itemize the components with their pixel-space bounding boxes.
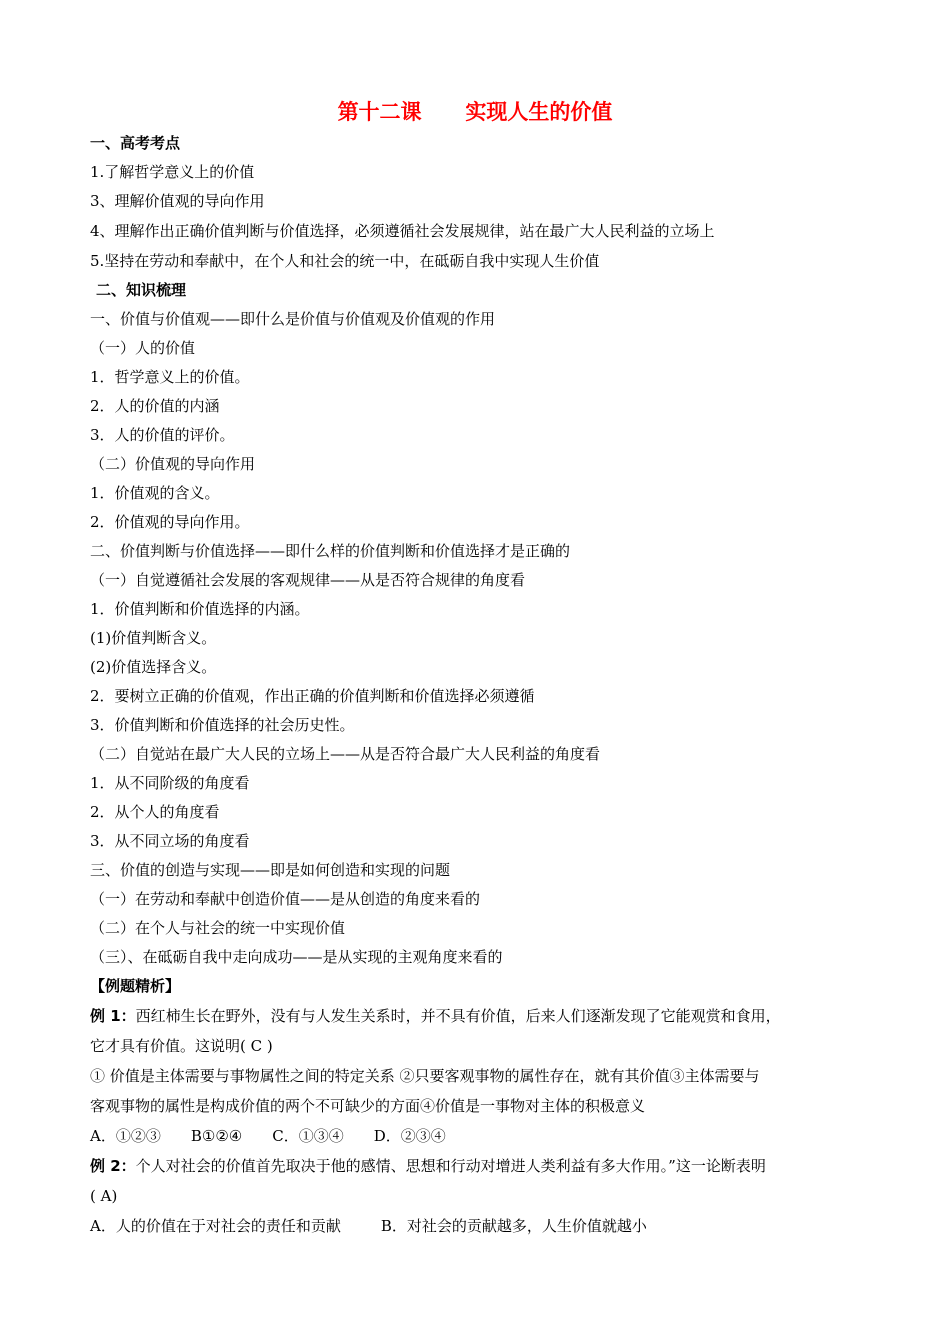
outline-line: (1)价值判断含义。 [90, 629, 217, 647]
option-a: A．①②③ [90, 1127, 161, 1145]
exam-point-item: 1.了解哲学意义上的价值 [90, 163, 255, 181]
example-1-question [90, 1006, 870, 1026]
section-heading-examples: 【例题精析】 [90, 977, 181, 995]
example-1-statements: ① 价值是主体需要与事物属性之间的特定关系 ②只要客观事物的属性存在，就有其价值③主体需要与 [90, 1067, 760, 1085]
exam-point-item: 3、理解价值观的导向作用 [90, 192, 265, 210]
example-1-text-cont: 它才具有价值。这说明( C ) [90, 1037, 273, 1055]
exam-point-item: 4、理解作出正确价值判断与价值选择，必须遵循社会发展规律，站在最广大人民利益的立场上 [90, 222, 715, 240]
outline-line: 3．从不同立场的角度看 [90, 832, 250, 850]
outline-line: (2)价值选择含义。 [90, 658, 217, 676]
exam-point-item: 5.坚持在劳动和奉献中，在个人和社会的统一中，在砥砺自我中实现人生价值 [90, 252, 600, 270]
outline-line: 1．价值观的含义。 [90, 484, 220, 502]
example-2-question [90, 1156, 870, 1176]
example-1-text: 西红柿生长在野外，没有与人发生关系时，并不具有价值，后来人们逐渐发现了它能观赏和食用， [135, 1007, 781, 1025]
outline-line: 二、价值判断与价值选择——即什么样的价值判断和价值选择才是正确的 [90, 542, 571, 560]
outline-line: 3．人的价值的评价。 [90, 426, 235, 444]
outline-line: （二）在个人与社会的统一中实现价值 [90, 919, 346, 937]
option-b: B①②④ [190, 1127, 243, 1145]
example-2-answer: ( A) [90, 1187, 118, 1205]
outline-line: 2．从个人的角度看 [90, 803, 220, 821]
example-2-text: 个人对社会的价值首先取决于他的感情、思想和行动对增进人类利益有多大作用。”这一论断表明 [135, 1157, 766, 1175]
outline-line: 2．人的价值的内涵 [90, 397, 220, 415]
outline-line: 1．哲学意义上的价值。 [90, 368, 250, 386]
outline-line: 1．价值判断和价值选择的内涵。 [90, 600, 310, 618]
example-1-options [90, 1126, 870, 1146]
outline-line: 三、价值的创造与实现——即是如何创造和实现的问题 [90, 861, 451, 879]
outline-line: （二）价值观的导向作用 [90, 455, 256, 473]
outline-line: （一）人的价值 [90, 339, 196, 357]
example-1-label: 例 1： [90, 1007, 136, 1025]
option-b: B．对社会的贡献越多，人生价值就越小 [380, 1217, 647, 1235]
example-2-options [90, 1216, 870, 1236]
section-heading-exam-points: 一、高考考点 [90, 134, 181, 152]
section-heading-knowledge: 二、知识梳理 [96, 281, 187, 299]
option-d: D．②③④ [373, 1127, 446, 1145]
outline-line: （三）、在砥砺自我中走向成功——是从实现的主观角度来看的 [90, 948, 503, 966]
outline-line: 一、价值与价值观——即什么是价值与价值观及价值观的作用 [90, 310, 496, 328]
example-1-statements-cont: 客观事物的属性是构成价值的两个不可缺少的方面④价值是一事物对主体的积极意义 [90, 1097, 646, 1115]
page-title: 第十二课 实现人生的价值 [337, 100, 613, 124]
outline-line: 1．从不同阶级的角度看 [90, 774, 250, 792]
outline-line: 3．价值判断和价值选择的社会历史性。 [90, 716, 355, 734]
outline-line: （二）自觉站在最广大人民的立场上——从是否符合最广大人民利益的角度看 [90, 745, 601, 763]
outline-line: 2．要树立正确的价值观，作出正确的价值判断和价值选择必须遵循 [90, 687, 535, 705]
outline-line: 2．价值观的导向作用。 [90, 513, 250, 531]
option-a: A．人的价值在于对社会的责任和贡献 [90, 1217, 341, 1235]
outline-line: （一）自觉遵循社会发展的客观规律——从是否符合规律的角度看 [90, 571, 526, 589]
outline-line: （一）在劳动和奉献中创造价值——是从创造的角度来看的 [90, 890, 481, 908]
option-c: C．①③④ [272, 1127, 344, 1145]
example-2-label: 例 2： [90, 1157, 136, 1175]
